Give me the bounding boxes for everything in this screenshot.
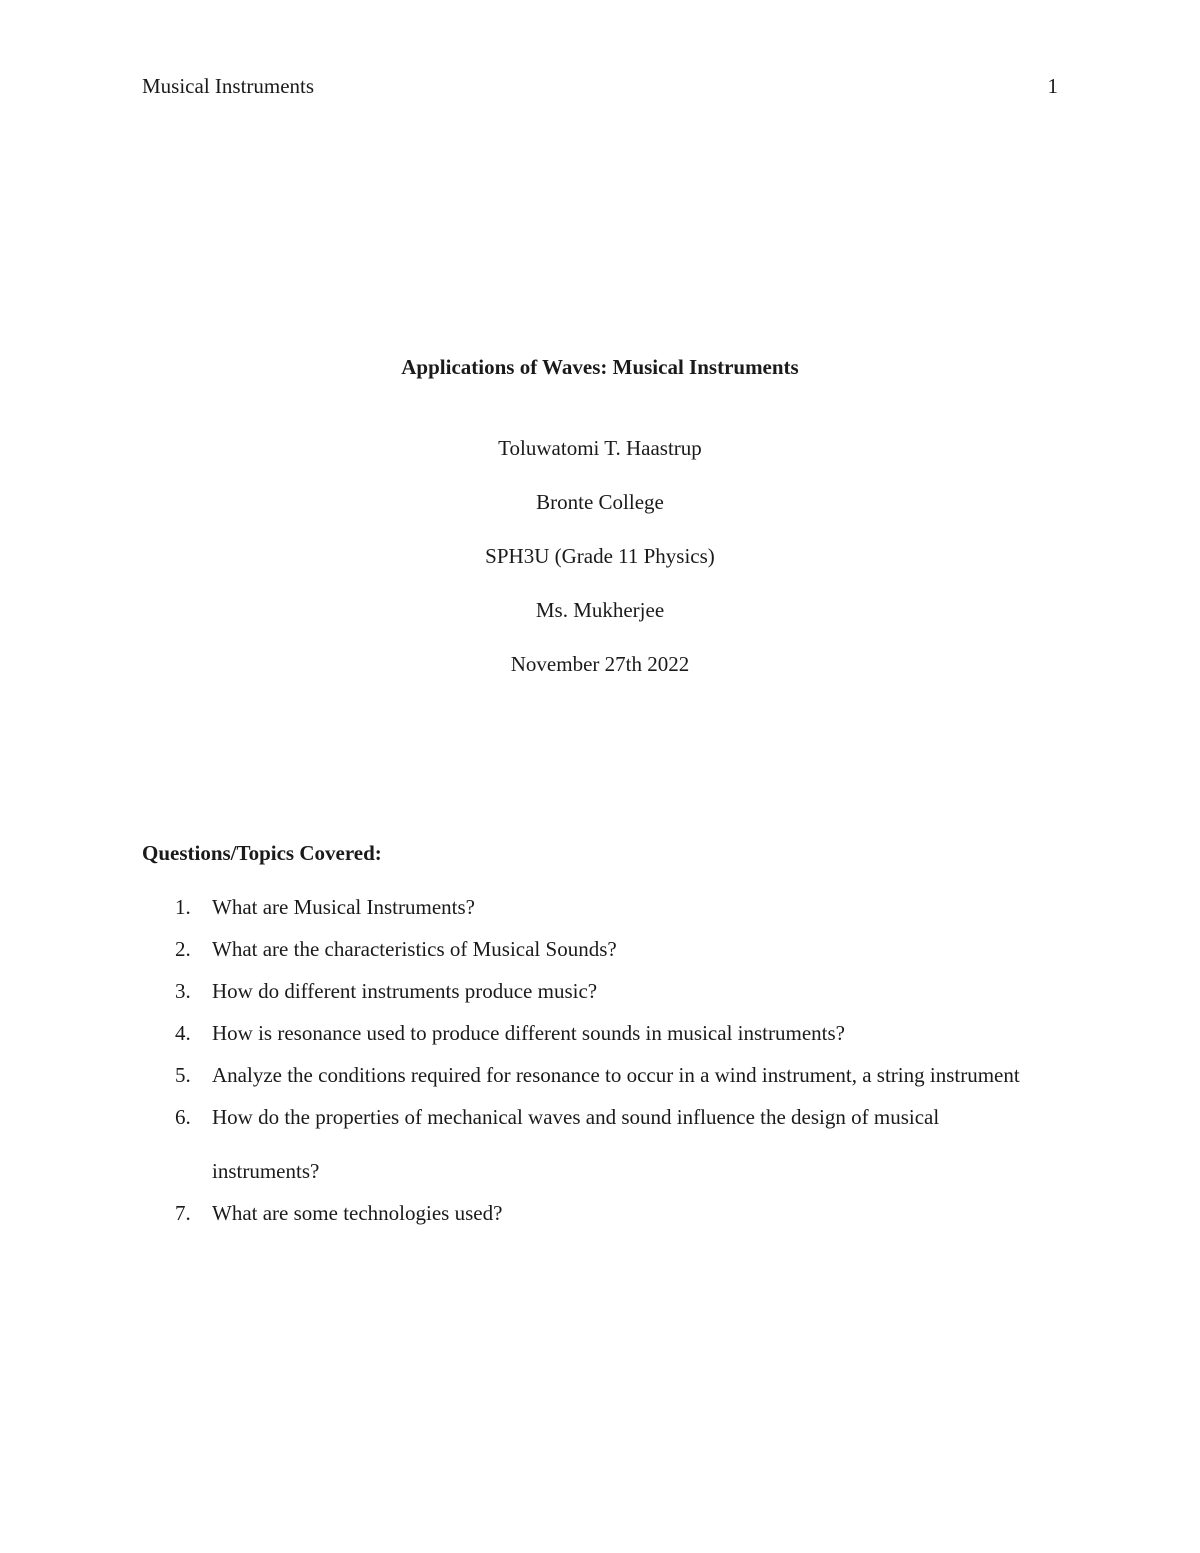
instructor-name: Ms. Mukherjee bbox=[535, 598, 665, 622]
list-item-text: How do the properties of mechanical waves and sound influence the design of musical instruments? bbox=[212, 1105, 940, 1183]
list-item bbox=[142, 1186, 1042, 1240]
list-item-number: 4. bbox=[175, 1021, 191, 1045]
questions-list bbox=[142, 892, 1042, 1240]
list-item-text: What are some technologies used? bbox=[212, 1201, 503, 1225]
list-item-text: Analyze the conditions required for resonance to occur in a wind instrument, a string instrument bbox=[212, 1063, 1020, 1087]
list-item-number: 6. bbox=[175, 1105, 191, 1129]
list-item-number: 5. bbox=[175, 1063, 191, 1087]
list-item-text: What are Musical Instruments? bbox=[212, 895, 475, 919]
author-name: Toluwatomi T. Haastrup bbox=[498, 436, 702, 460]
list-item-number: 2. bbox=[175, 937, 191, 961]
institution-name: Bronte College bbox=[536, 490, 664, 514]
running-head: Musical Instruments bbox=[142, 74, 315, 98]
list-item-text: How do different instruments produce music? bbox=[212, 979, 598, 1003]
list-item bbox=[142, 1090, 1042, 1198]
document-title: Applications of Waves: Musical Instruments bbox=[401, 355, 799, 379]
list-item-number: 7. bbox=[175, 1201, 191, 1225]
list-item-number: 1. bbox=[175, 895, 191, 919]
list-item-text: What are the characteristics of Musical Sounds? bbox=[212, 937, 617, 961]
list-item-number: 3. bbox=[175, 979, 191, 1003]
course-name: SPH3U (Grade 11 Physics) bbox=[485, 544, 715, 568]
title-block bbox=[0, 352, 1200, 679]
page-number: 1 bbox=[1047, 74, 1058, 98]
questions-heading: Questions/Topics Covered: bbox=[142, 841, 382, 865]
list-item-text: How is resonance used to produce different sounds in musical instruments? bbox=[212, 1021, 845, 1045]
document-date: November 27th 2022 bbox=[510, 652, 690, 676]
